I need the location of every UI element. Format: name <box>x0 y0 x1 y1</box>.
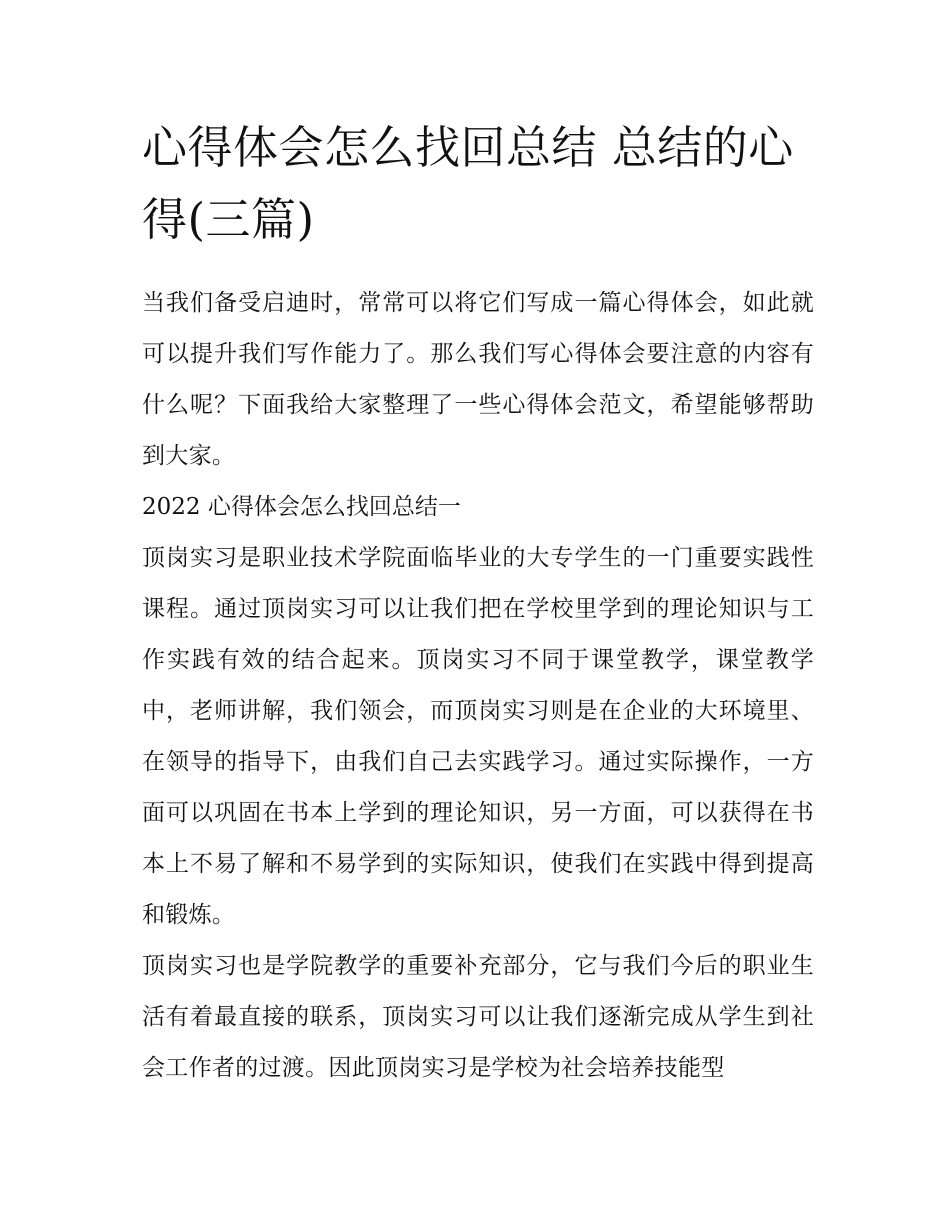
document-title: 心得体会怎么找回总结 总结的心得(三篇) <box>142 121 794 246</box>
intro-paragraph: 当我们备受启迪时，常常可以将它们写成一篇心得体会，如此就可以提升我们写作能力了。那么我们写心得体会要注意的内容有什么呢？下面我给大家整理了一些心得体会范文，希望能够帮助到大家。 <box>142 290 814 469</box>
section-heading: 2022 心得体会怎么找回总结一 <box>142 494 461 520</box>
document-page <box>142 112 814 1094</box>
body-paragraph: 顶岗实习是职业技术学院面临毕业的大专学生的一门重要实践性课程。通过顶岗实习可以让我们把在学校里学到的理论知识与工作实践有效的结合起来。顶岗实习不同于课堂教学，课堂教学中，老师讲解，我们领会，而顶岗实习则是在企业的大环境里、在领导的指导下，由我们自己去实践学习。通过实际操作，一方面可以巩固在书本上学到的理论知识，另一方面，可以获得在书本上不易了解和不易学到的实际知识，使我们在实践中得到提高和锻炼。 <box>142 545 814 928</box>
body-paragraph: 顶岗实习也是学院教学的重要补充部分，它与我们今后的职业生活有着最直接的联系，顶岗实习可以让我们逐渐完成从学生到社会工作者的过渡。因此顶岗实习是学校为社会培养技能型 <box>142 953 814 1081</box>
